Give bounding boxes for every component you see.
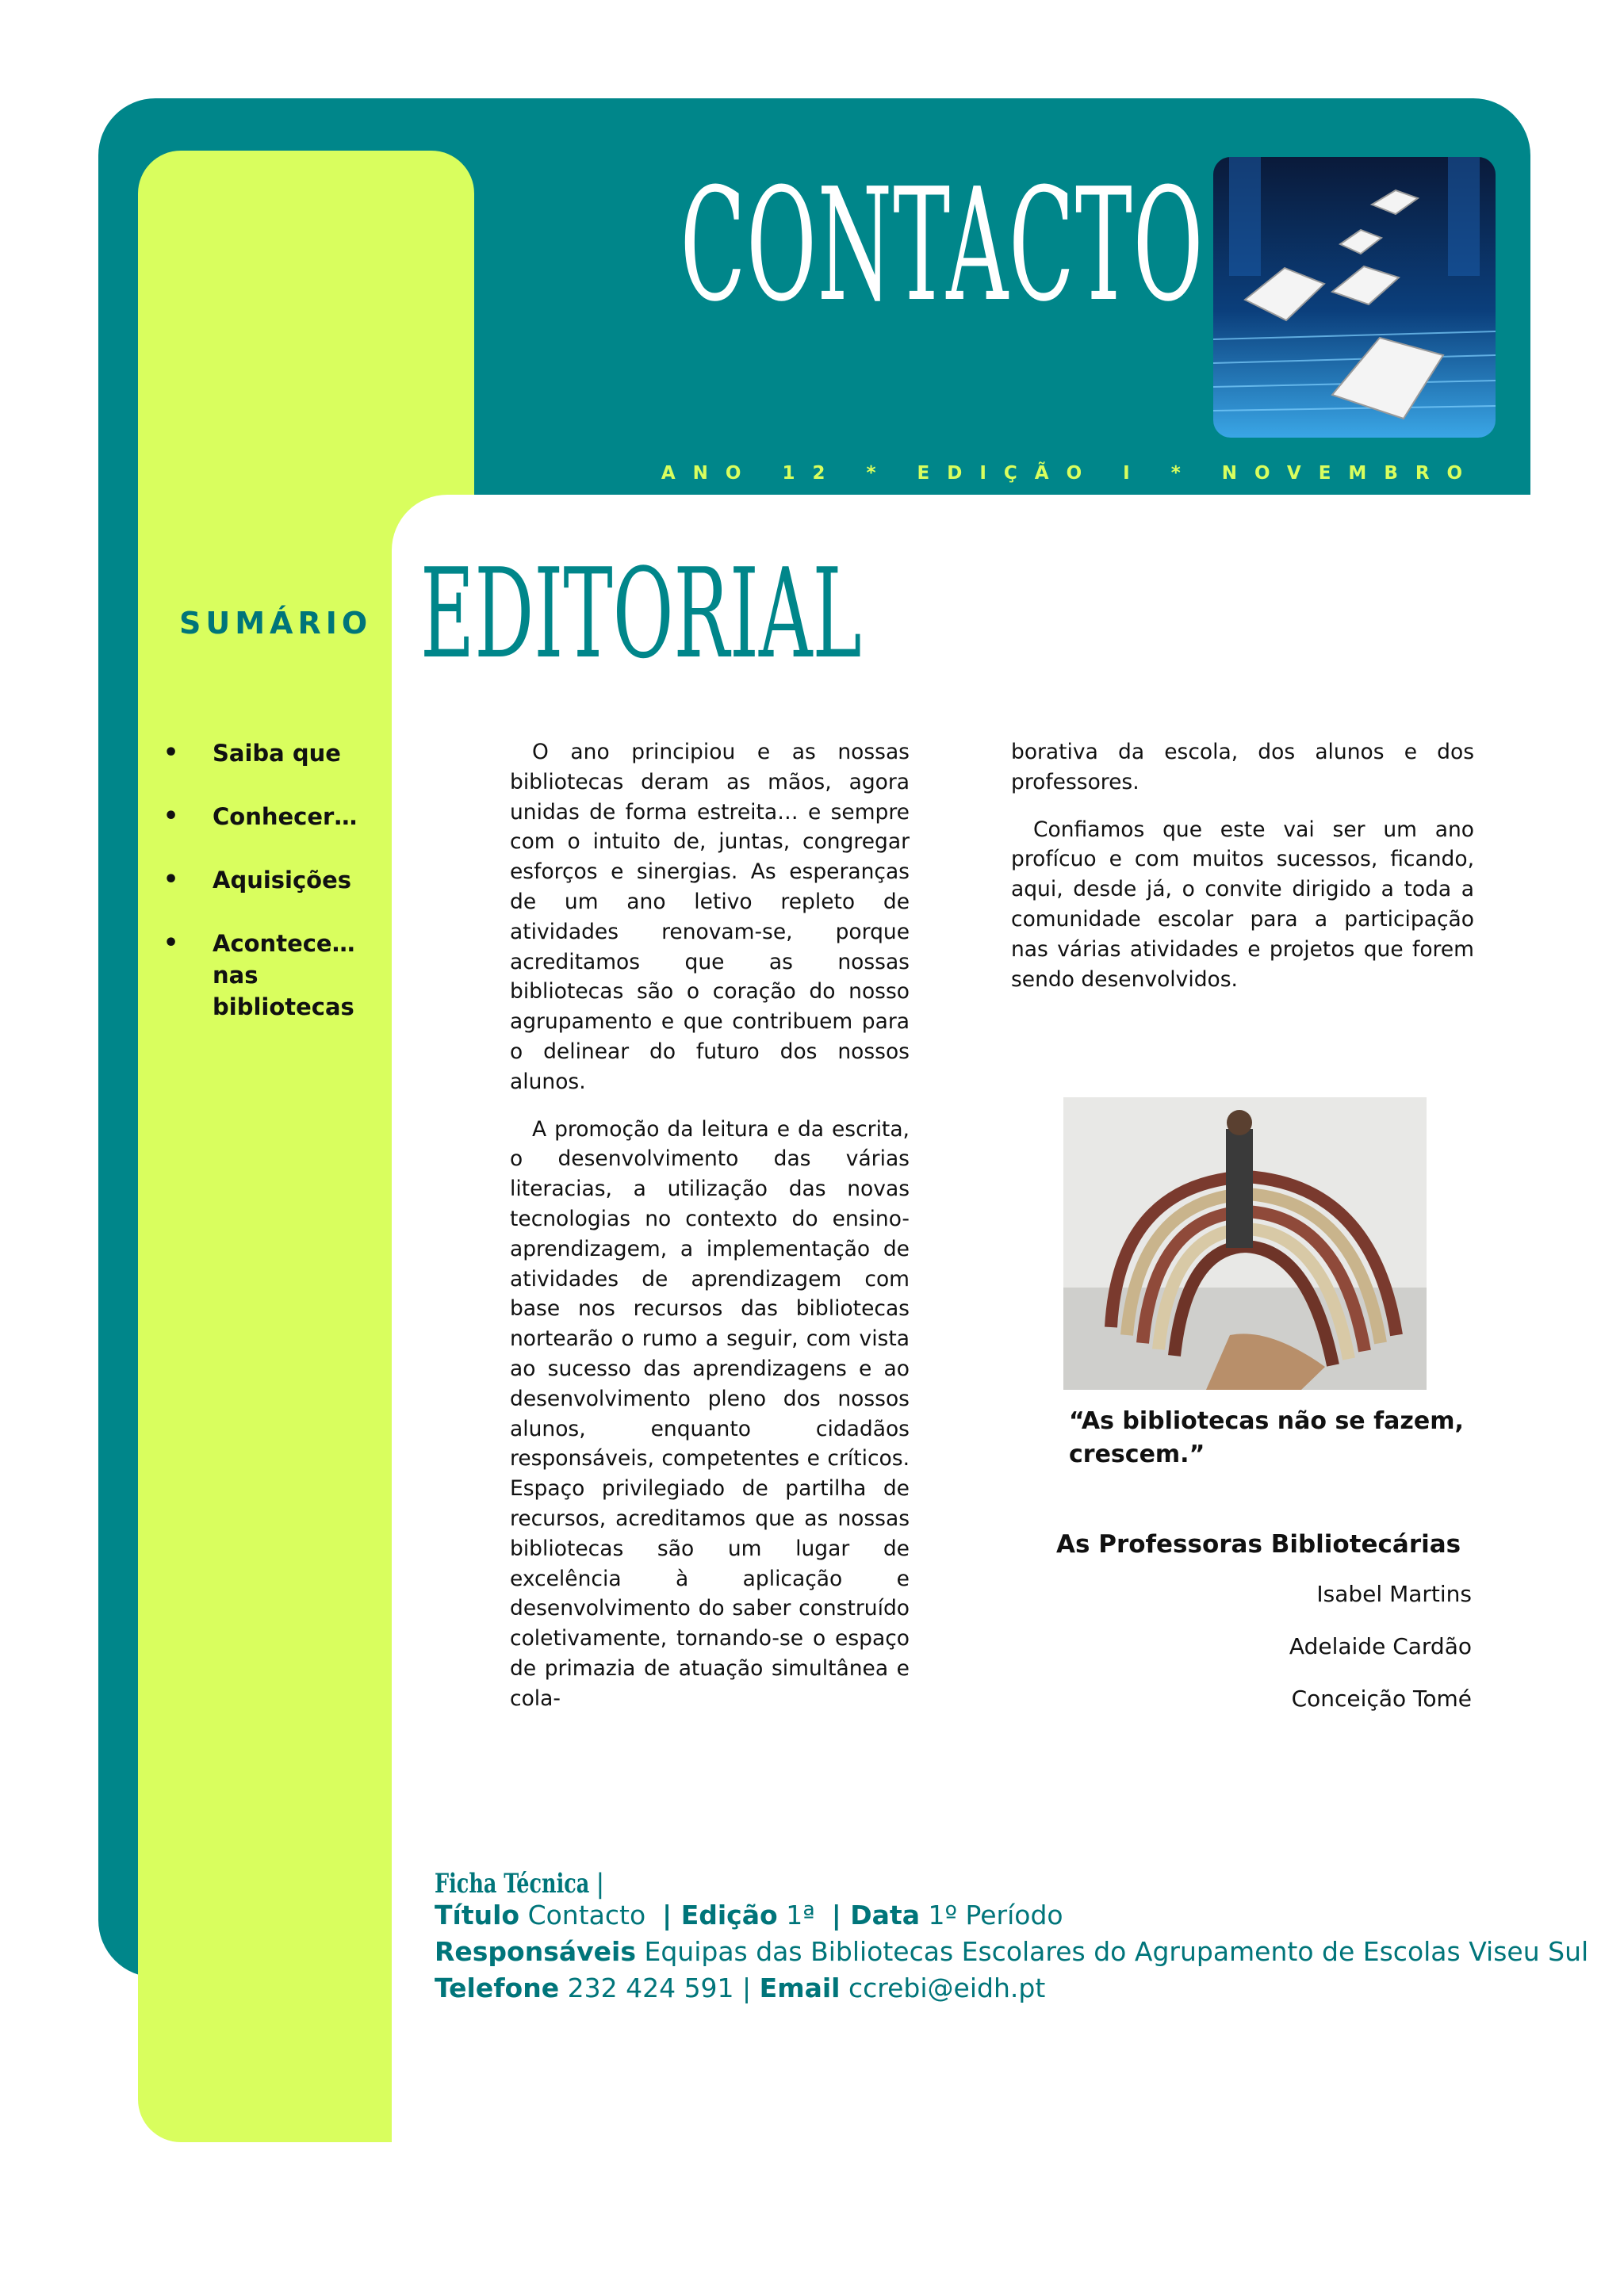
ficha-label: | Data bbox=[831, 1900, 920, 1931]
signature-name: Conceição Tomé bbox=[1291, 1686, 1472, 1712]
article-column-2 bbox=[1011, 737, 1474, 1012]
issue-line: ANO 12 * EDIÇÃO I * NOVEMBRO bbox=[661, 463, 1480, 484]
ficha-line-responsaveis bbox=[435, 1936, 1588, 1967]
ficha-line-titulo bbox=[435, 1900, 1063, 1931]
ficha-label: Título bbox=[435, 1900, 520, 1931]
article-paragraph: Confiamos que este vai ser um ano profícuo e com muitos sucessos, ficando, aqui, desde já, o convite dirigido a toda a comunidade escolar para a participação nas várias atividades e projetos que forem sendo desenvolvidos. bbox=[1011, 817, 1474, 992]
ficha-value: 232 424 591 | bbox=[567, 1973, 752, 2003]
signature-title: As Professoras Bibliotecárias bbox=[1056, 1530, 1461, 1559]
sumario-list bbox=[163, 737, 401, 1054]
sumario-item-aquisicoes[interactable]: • Aquisições bbox=[163, 864, 401, 896]
sumario-item-acontece[interactable]: • Acontece… nas bibliotecas bbox=[163, 928, 401, 1023]
flying-books-image bbox=[1213, 157, 1496, 438]
sumario-title: SUMÁRIO bbox=[179, 606, 373, 641]
pull-quote: “As bibliotecas não se fazem, crescem.” bbox=[1069, 1407, 1464, 1468]
article-column-1 bbox=[510, 737, 910, 1732]
sumario-item-conhecer[interactable]: • Conhecer… bbox=[163, 801, 401, 832]
book-igloo-photo bbox=[1063, 1097, 1427, 1390]
ficha-line-contactos bbox=[435, 1973, 1045, 2003]
email-link[interactable]: ccrebi@eidh.pt bbox=[848, 1973, 1046, 2003]
article-paragraph: A promoção da leitura e da escrita, o desenvolvimento das várias literacias, a utilização das novas tecnologias no contexto do ensino-aprendizagem, a implementação de atividades de aprendizagem com base nos recursos das bibliotecas nortearão o rumo a seguir, com vista ao sucesso das aprendizagens e ao desenvolvimento pleno dos nossos alunos, enquanto cidadãos responsáveis, competentes e críticos. Espaço privilegiado de partilha de recursos, acreditamos que as nossas bibliotecas são um lugar de excelência à aplicação e desenvolvimento do saber construído coletivamente, tornando-se o espaço de primazia de atuação simultânea e cola- bbox=[510, 1116, 910, 1711]
ficha-value: 1º Período bbox=[928, 1900, 1063, 1931]
ficha-value: Equipas das Bibliotecas Escolares do Agrupamento de Escolas Viseu Sul bbox=[644, 1936, 1589, 1967]
ficha-value: 1ª bbox=[786, 1900, 815, 1931]
signature-name: Adelaide Cardão bbox=[1289, 1633, 1472, 1659]
editorial-title: EDITORIAL bbox=[420, 541, 862, 686]
ficha-value: Contacto bbox=[527, 1900, 646, 1931]
signature-name: Isabel Martins bbox=[1316, 1581, 1472, 1607]
ficha-tecnica-heading: Ficha Técnica | bbox=[435, 1868, 604, 1900]
ficha-label: Responsáveis bbox=[435, 1936, 636, 1967]
ficha-label: Email bbox=[759, 1973, 841, 2003]
article-paragraph: O ano principiou e as nossas bibliotecas deram as mãos, agora unidas de forma estreita… e sempre com o intuito de, juntas, congregar esforços e sinergias. As esperanças de um ano letivo repleto de atividades renovam-se, porque acreditamos que as nossas bibliotecas são o coração do nosso agrupamento e que contribuem para o delinear do futuro dos nossos alunos. bbox=[510, 740, 910, 1094]
article-paragraph: borativa da escola, dos alunos e dos professores. bbox=[1011, 740, 1474, 794]
masthead-title: CONTACTO bbox=[680, 155, 1205, 336]
ficha-label: | Edição bbox=[662, 1900, 778, 1931]
ficha-label: Telefone bbox=[435, 1973, 560, 2003]
sumario-item-saiba-que[interactable]: • Saiba que bbox=[163, 737, 401, 769]
